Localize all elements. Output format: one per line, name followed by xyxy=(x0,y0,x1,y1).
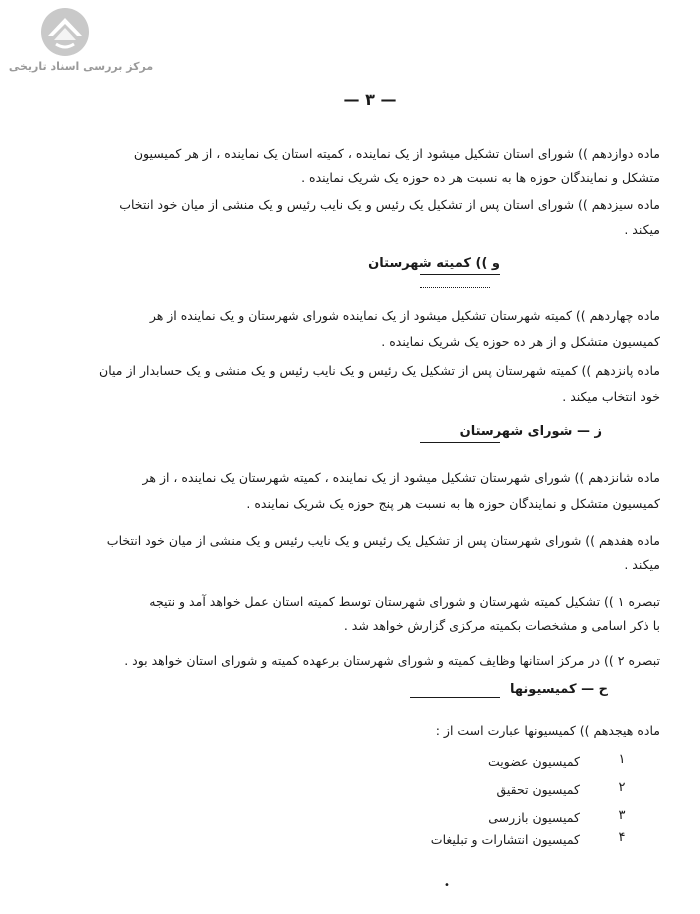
note-1-line-1: تبصره ۱ )) تشکیل کمیته شهرستان و شورای شهرستان توسط کمیته استان عمل خواهد آمد و نتیجه xyxy=(149,594,660,609)
brand-text: مرکز بررسی اسناد تاریخی xyxy=(8,60,154,73)
note-2-line-1: تبصره ۲ )) در مرکز استانها وظایف کمیته و شورای شهرستان برعهده کمیته و شورای استان خواهد بود . xyxy=(124,653,660,668)
list-item-number: ۱ xyxy=(618,752,626,767)
heading-underline xyxy=(410,697,500,698)
article-13-line-1: ماده سیزدهم )) شورای استان پس از تشکیل یک رئیس و یک نایب رئیس و یک منشی از میان خود انتخاب xyxy=(119,197,660,212)
list-item-number: ۴ xyxy=(618,830,626,845)
article-14-line-1: ماده چهاردهم )) کمیته شهرستان تشکیل میشود از یک نماینده شورای شهرستان و یک نماینده از هر xyxy=(149,308,660,323)
section-heading-ze: ز — شورای شهرستان xyxy=(459,424,602,439)
page-number: — ۳ — xyxy=(343,90,397,109)
section-heading-vav: و )) کمیته شهرستان xyxy=(368,256,500,271)
heading-underline xyxy=(420,442,500,443)
article-16-line-2: کمیسیون متشکل و نمایندگان حوزه ها به نسبت هر پنج حوزه یک شریک نماینده . xyxy=(246,496,660,511)
list-item-label: کمیسیون عضویت xyxy=(488,754,580,769)
article-16-line-1: ماده شانزدهم )) شورای شهرستان تشکیل میشود از یک نماینده ، کمیته شهرستان یک نماینده ، از هر xyxy=(142,470,660,485)
heading-underline xyxy=(420,274,500,275)
list-item-label: کمیسیون انتشارات و تبلیغات xyxy=(430,832,580,847)
article-15-line-2: خود انتخاب میکند . xyxy=(562,389,660,404)
section-heading-he: ح — کمیسیونها xyxy=(509,682,608,697)
article-14-line-2: کمیسیون متشکل و از هر ده حوزه یک شریک نماینده . xyxy=(381,334,660,349)
list-item-label: کمیسیون بازرسی xyxy=(488,810,580,825)
article-15-line-1: ماده پانزدهم )) کمیته شهرستان پس از تشکیل یک رئیس و یک نایب رئیس و یک منشی و یک حسابدار از میان xyxy=(99,363,660,378)
article-17-line-2: میکند . xyxy=(624,557,660,572)
page-mark: • xyxy=(444,880,450,891)
article-12-line-2: متشکل و نمایندگان حوزه ها به نسبت هر ده حوزه یک شریک نماینده . xyxy=(301,170,660,185)
article-13-line-2: میکند . xyxy=(624,222,660,237)
heading-dotted-underline xyxy=(420,287,490,288)
list-item-number: ۲ xyxy=(618,780,626,795)
note-1-line-2: با ذکر اسامی و مشخصات بکمیته مرکزی گزارش خواهد شد . xyxy=(343,618,660,633)
article-17-line-1: ماده هفدهم )) شورای شهرستان پس از تشکیل یک رئیس و یک نایب رئیس و یک منشی از میان خود انتخاب xyxy=(106,533,660,548)
archive-logo-icon xyxy=(34,6,96,58)
article-12-line-1: ماده دوازدهم )) شورای استان تشکیل میشود از یک نماینده ، کمیته استان یک نماینده ، از هر کمیسیون xyxy=(133,146,660,161)
list-item-number: ۳ xyxy=(618,808,626,823)
list-item-label: کمیسیون تحقیق xyxy=(496,782,580,797)
article-18-line: ماده هیجدهم )) کمیسیونها عبارت است از : xyxy=(435,723,660,738)
